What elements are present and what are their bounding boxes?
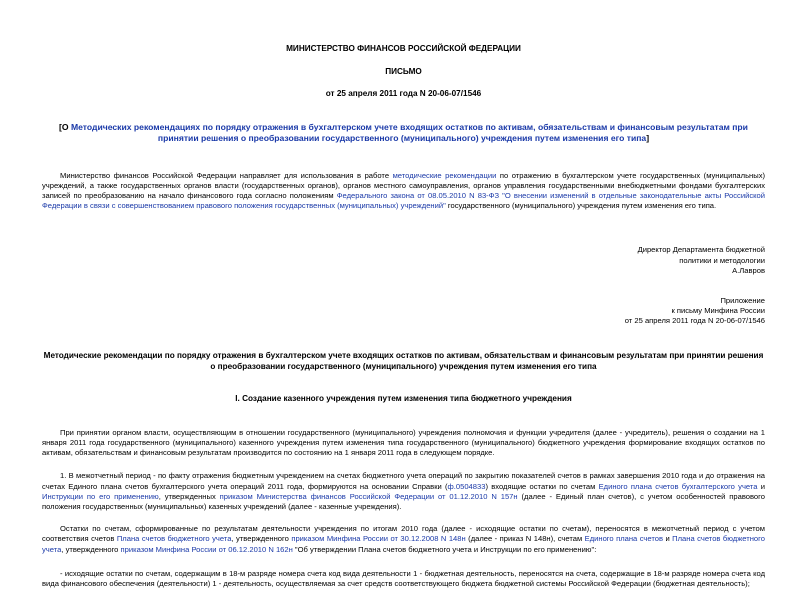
para2-text-3: и [757, 481, 765, 491]
para3-text-6: "Об утверждении Плана счетов бюджетного учета и Инструкции по его применению": [292, 544, 597, 554]
signature-department: политики и методологии [679, 255, 765, 265]
signature-position: Директор Департамента бюджетной [637, 245, 765, 255]
paragraph-3 [42, 524, 765, 555]
para2-text-5: (далее - Единый план счетов), с учетом особенностей правового положения государственных (муниципальных) казенных учреждений (далее - казенные учреждения). [42, 491, 765, 512]
ministry-heading: МИНИСТЕРСТВО ФИНАНСОВ РОССИЙСКОЙ ФЕДЕРАЦИИ [286, 44, 521, 53]
subject-link[interactable]: Методических рекомендациях по порядку отражения в бухгалтерском учете входящих остатков по активам, обязательствам и финансовым результатам при принятии решения о преобразовании государственного (муниципального) учреждения путем изменения его типа [70, 121, 748, 144]
instruction-link[interactable]: Инструкции по его применению [42, 491, 159, 501]
appendix-date-number: от 25 апреля 2011 года N 20-06-07/1546 [624, 316, 765, 326]
para3-text-4: и [663, 534, 673, 544]
para3-text-2: , утвержденного [231, 534, 292, 544]
intro-text-2: по отражению в бухгалтерском учете государственных (муниципальных) учреждений, а также государственных органов власти (государственных органов), органов местного самоуправления, органов управления государственными внебюджетными фондами бухгалтерских записей по преобразованию на начало финансового года согласно положениям [42, 170, 766, 201]
federal-law-link[interactable]: Федерального закона от 08.05.2010 N 83-ФЗ "О внесении изменений в отдельные законодательные акты Российской Федерации в связи с совершенствованием правового положения государственных (муниципальных) учреждений" [42, 191, 766, 211]
paragraph-4: - исходящие остатки по счетам, содержащим в 18-м разряде номера счета код вида деятельности 1 - бюджетная деятельность, переносятся на счета, содержащие в 18-м разряде номера счета код вида финансового обеспечения (деятельности) 1 - деятельность, осуществляемая за счет средств соответствующего бюджета бюджетной системы Российской Федерации (бюджетная деятельность); [42, 568, 765, 589]
budget-chart-of-accounts-link[interactable]: Плана счетов бюджетного учета [116, 534, 232, 544]
intro-text-1: Министерство финансов Российской Федерации направляет для использования в работе [60, 170, 393, 180]
para2-text-2: ) входящие остатки по счетам [485, 481, 599, 491]
para2-text-4: , утвержденных [158, 491, 220, 501]
budget-accounting-plan-link[interactable]: Плана счетов бюджетного учета [42, 534, 765, 554]
para3-text-3: (далее - приказ N 148н), счетам [465, 534, 585, 544]
signature-name: А.Лавров [732, 265, 765, 275]
para3-text-1: Остатки по счетам, сформированные по результатам деятельности учреждения по итогам 2010 года (далее - исходящие остатки по счетам), переносятся в межотчетный период с учетом соответствия счетов [42, 524, 765, 544]
section-heading: I. Создание казенного учреждения путем изменения типа бюджетного учреждения [235, 393, 572, 403]
methodical-recommendations-link[interactable]: методические рекомендации [392, 170, 497, 180]
subject-open-bracket: [О [59, 121, 71, 132]
para2-text-1: 1. В межотчетный период - по факту отражения бюджетным учреждением на счетах бюджетного учета операций по закрытию показателей счетов в рамках завершения 2010 года и до отражения на счетах Единого плана счетов бухгалтерского учета операций 2011 года, формируются на основании Справки ( [42, 471, 765, 491]
document-subject [48, 122, 759, 145]
unified-chart-of-accounts-link[interactable]: Единого плана счетов бухгалтерского учета [598, 481, 758, 491]
para3-text-5: , утвержденного [61, 544, 121, 554]
recommendations-title: Методические рекомендации по порядку отражения в бухгалтерском учете входящих остатков по активам, обязательствам и финансовым результатам при принятии решения о преобразовании государственного (муниципального) учреждения путем изменения его типа [43, 350, 764, 371]
appendix-reference: к письму Минфина России [671, 306, 765, 316]
order-157n-link[interactable]: приказом Министерства финансов Российской Федерации от 01.12.2010 N 157н [219, 491, 518, 501]
intro-paragraph [42, 171, 765, 212]
paragraph-2 [42, 471, 765, 512]
order-148n-link[interactable]: приказом Минфина России от 30.12.2008 N 148н [291, 534, 466, 544]
order-162n-link[interactable]: приказом Минфина России от 06.12.2010 N 162н [120, 544, 293, 554]
signature-block [42, 245, 765, 276]
form-0504833-link[interactable]: ф.0504833 [447, 481, 486, 491]
intro-text-3: государственного (муниципального) учреждения путем изменения его типа. [445, 201, 717, 211]
document-type: ПИСЬМО [385, 67, 422, 77]
appendix-block [42, 296, 765, 327]
paragraph-1: При принятии органом власти, осуществляющим в отношении государственного (муниципального) учреждения полномочия и функции учредителя (далее - учредитель), решения о создании на 1 января 2011 года государственного (муниципального) казенного учреждения путем изменения типа государственного (муниципального) бюджетного учреждения формирование входящих остатков по активам, обязательствам и финансовым результатам производится по состоянию на 1 января 2011 года в следующем порядке. [42, 427, 765, 458]
document-date-number: от 25 апреля 2011 года N 20-06-07/1546 [325, 89, 482, 99]
unified-chart-link[interactable]: Единого плана счетов [584, 534, 664, 544]
subject-close-bracket: ] [646, 133, 650, 144]
appendix-label: Приложение [720, 296, 765, 306]
